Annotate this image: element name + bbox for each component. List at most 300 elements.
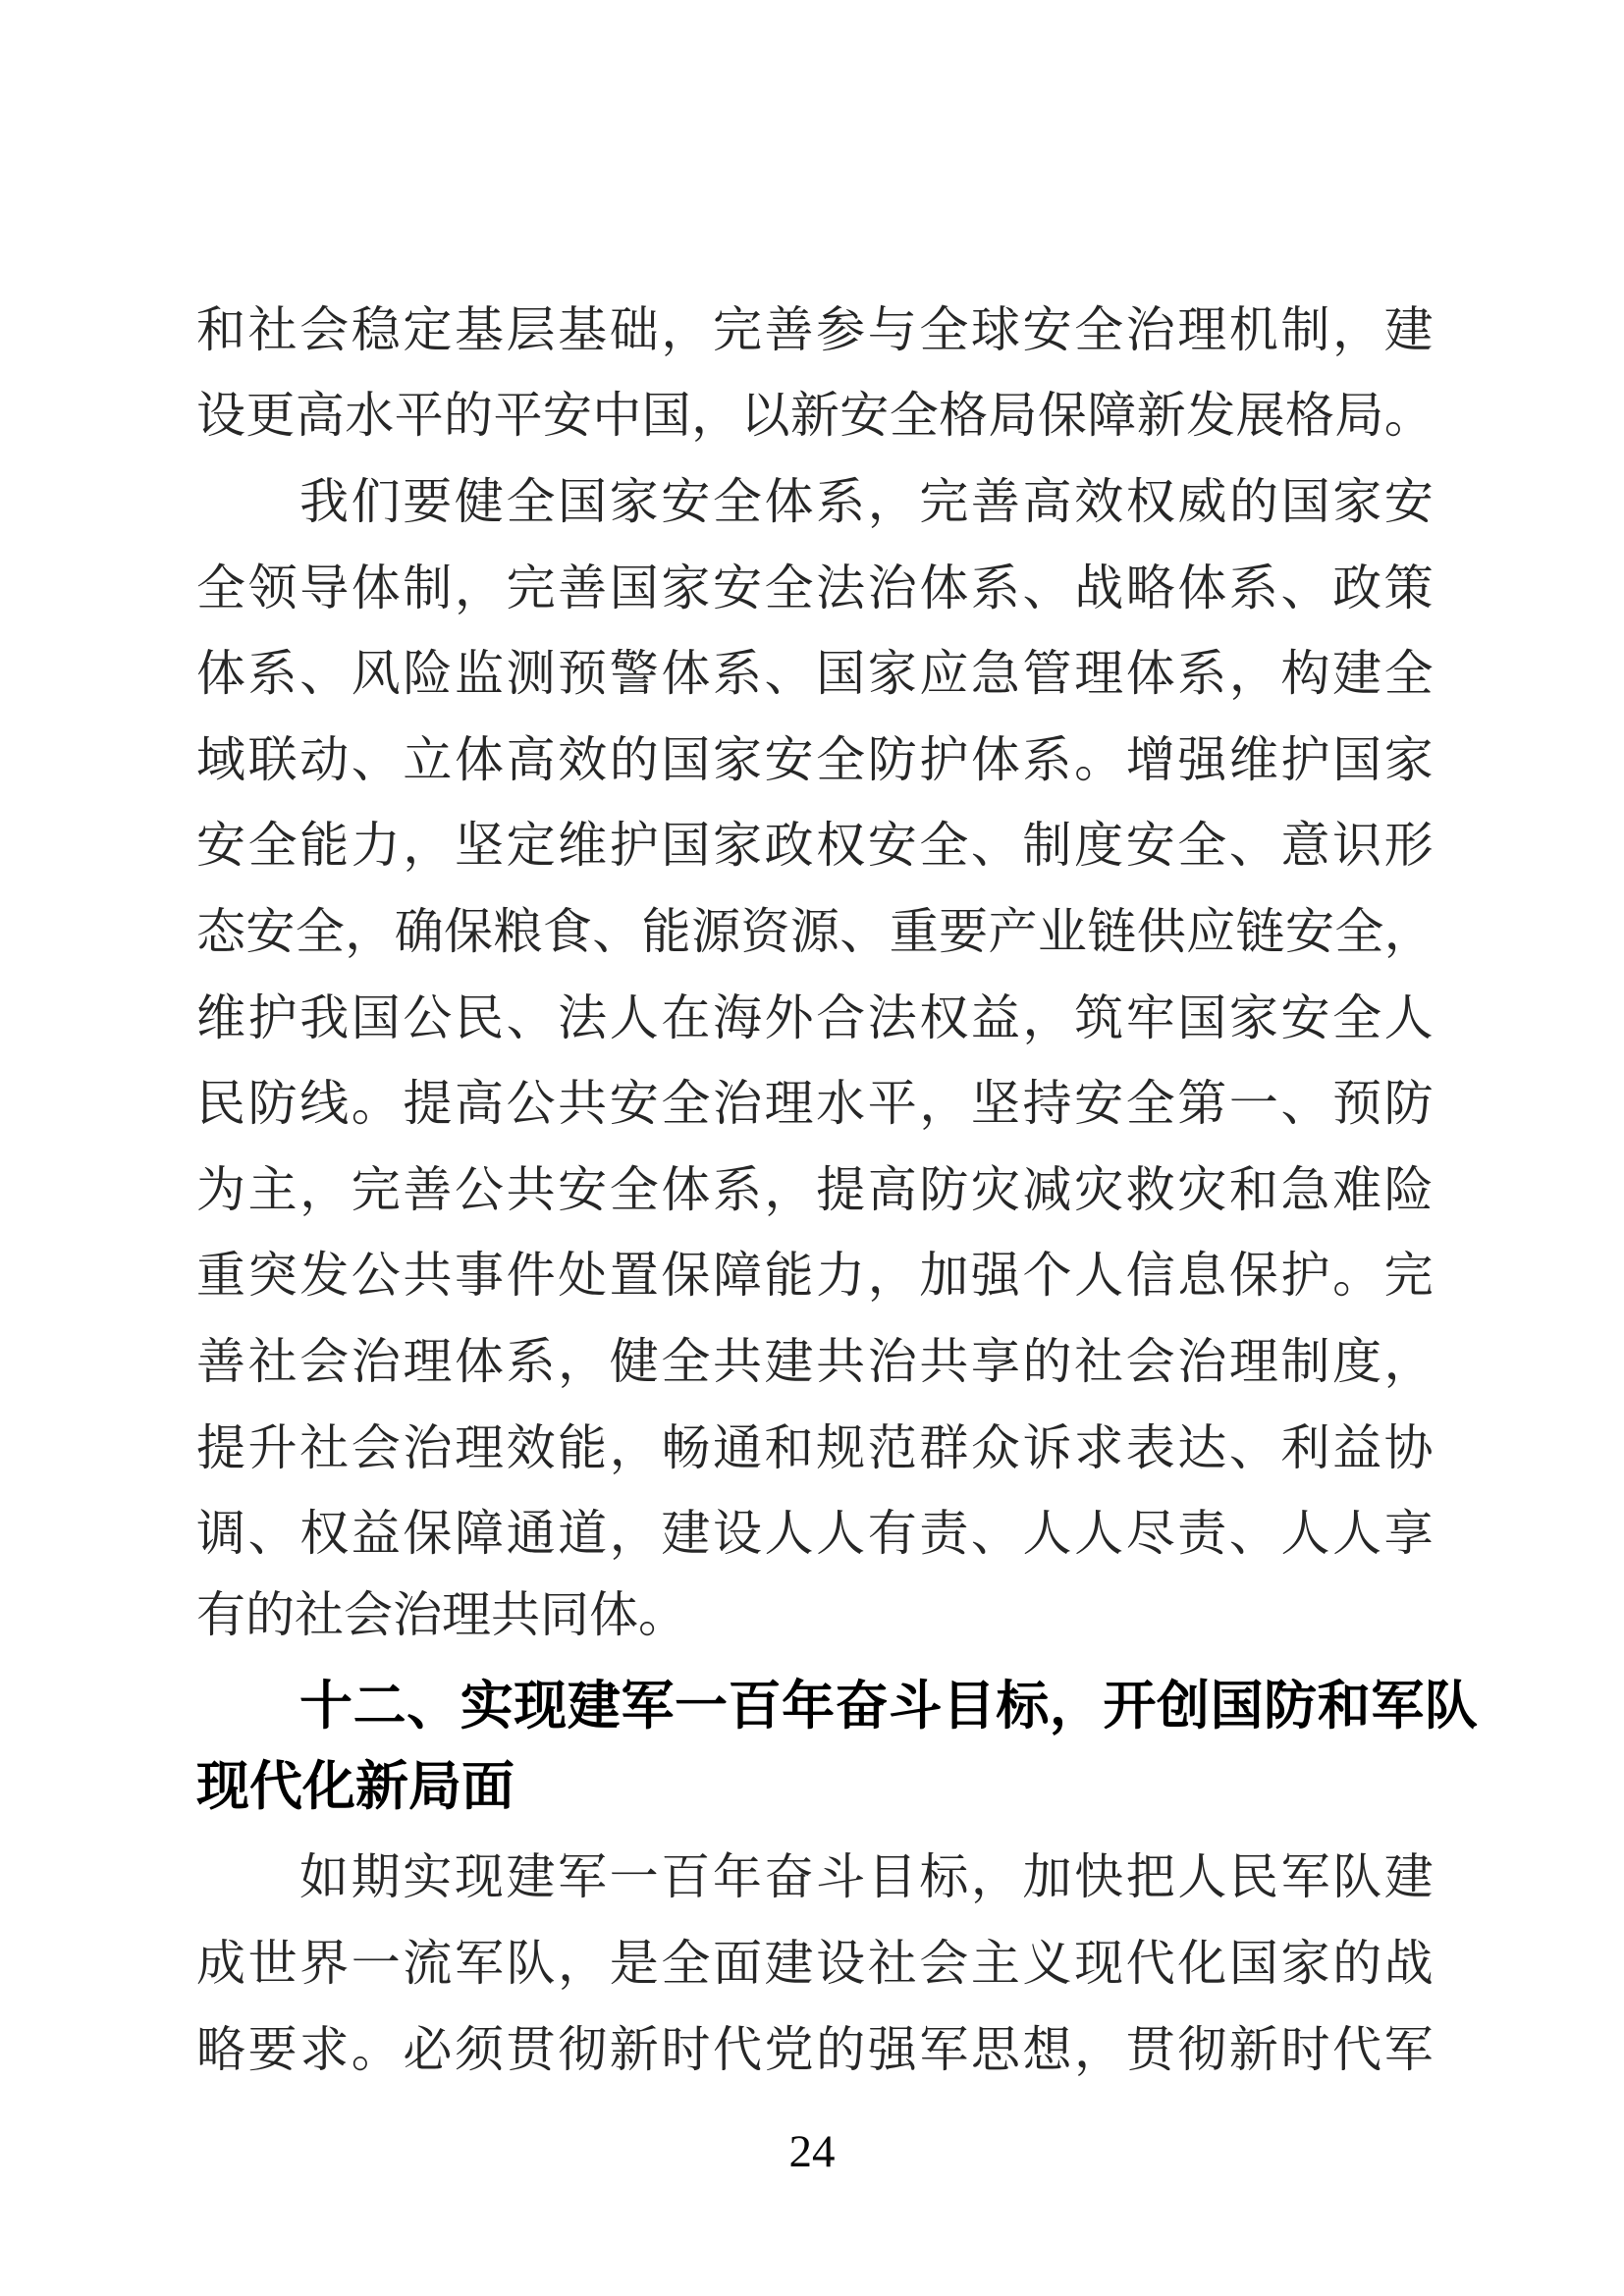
glyph: 效	[1074, 473, 1124, 529]
glyph: 奋	[764, 1849, 814, 1905]
glyph: 贯	[506, 2021, 556, 2077]
glyph: 二	[352, 1676, 406, 1735]
glyph: 、	[351, 731, 401, 787]
glyph: 提	[196, 1419, 245, 1475]
glyph: 。	[1383, 388, 1434, 444]
glyph: 防	[1383, 1076, 1434, 1132]
glyph: 调	[196, 1506, 245, 1562]
glyph: 全	[816, 731, 866, 787]
glyph: 共	[712, 1333, 762, 1389]
glyph: 权	[1125, 473, 1175, 529]
glyph: ，	[1074, 2021, 1124, 2077]
glyph: 的	[444, 388, 494, 444]
glyph: 健	[454, 473, 504, 529]
glyph: 社	[1074, 1333, 1124, 1389]
glyph: 定	[403, 301, 453, 357]
glyph: 治	[712, 1076, 762, 1132]
glyph: 监	[454, 646, 504, 702]
glyph: 安	[712, 560, 762, 615]
glyph: 制	[1022, 818, 1072, 874]
glyph: 善	[558, 560, 608, 615]
glyph: 个	[1022, 1248, 1072, 1304]
glyph: 化	[1177, 1936, 1227, 1992]
glyph: 件	[506, 1248, 556, 1304]
glyph: 管	[1022, 646, 1072, 702]
glyph: 全	[1177, 818, 1227, 874]
text-line	[196, 2002, 1434, 2089]
glyph: 维	[1228, 731, 1278, 787]
glyph: 全	[1125, 1076, 1175, 1132]
glyph: 治	[1125, 301, 1175, 357]
glyph: 安	[558, 1161, 608, 1217]
glyph: 提	[403, 1076, 453, 1132]
glyph: 海	[712, 989, 762, 1045]
glyph: 全	[506, 473, 556, 529]
glyph: 供	[1136, 903, 1186, 959]
glyph: 国	[558, 473, 608, 529]
glyph: 达	[1177, 1419, 1227, 1475]
glyph: 体	[454, 731, 504, 787]
glyph: 、	[1228, 1419, 1278, 1475]
glyph: 球	[970, 301, 1020, 357]
glyph: 国	[661, 818, 711, 874]
glyph: 人	[764, 1506, 814, 1562]
glyph: 动	[299, 731, 350, 787]
glyph: 人	[1383, 989, 1434, 1045]
glyph: 度	[1332, 1333, 1382, 1389]
glyph: 军	[621, 1676, 675, 1735]
glyph: 民	[454, 989, 504, 1045]
glyph: 国	[816, 646, 866, 702]
glyph: 思	[970, 2021, 1020, 2077]
text-line	[196, 1486, 1434, 1573]
glyph: 新	[789, 388, 839, 444]
text-line	[196, 1831, 1434, 1917]
glyph: 军	[1383, 2021, 1434, 2077]
glyph: 治	[403, 1419, 453, 1475]
glyph: 维	[196, 989, 245, 1045]
glyph: 国	[661, 731, 711, 787]
glyph: 完	[351, 1161, 401, 1217]
glyph: 完	[919, 473, 969, 529]
glyph: 社	[247, 301, 298, 357]
glyph: 的	[1228, 473, 1278, 529]
glyph: 战	[1383, 1936, 1434, 1992]
glyph: 障	[1087, 388, 1137, 444]
glyph: 威	[1177, 473, 1227, 529]
glyph: 全	[919, 301, 969, 357]
glyph: 家	[609, 473, 659, 529]
glyph: 快	[1074, 1849, 1124, 1905]
glyph: 加	[1022, 1849, 1072, 1905]
heading-line	[196, 1659, 1478, 1745]
glyph: 全	[609, 1161, 659, 1217]
text-line	[196, 541, 1434, 627]
glyph: 共	[506, 1161, 556, 1217]
glyph: 军	[919, 2021, 969, 2077]
glyph: 保	[403, 1506, 453, 1562]
glyph: 护	[919, 731, 969, 787]
glyph: 共	[919, 1333, 969, 1389]
glyph: 系	[1177, 646, 1227, 702]
glyph: 公	[351, 1248, 401, 1304]
glyph: 法	[816, 560, 866, 615]
glyph: 基	[558, 301, 608, 357]
glyph: 理	[1228, 1333, 1278, 1389]
glyph: 策	[1383, 560, 1434, 615]
glyph: 家	[661, 560, 711, 615]
glyph: 新	[1136, 388, 1186, 444]
glyph: 全	[919, 818, 969, 874]
glyph: 现	[514, 1676, 568, 1735]
glyph: 人	[1022, 1506, 1072, 1562]
glyph: 民	[1228, 1849, 1278, 1905]
glyph: 、	[764, 646, 814, 702]
glyph: 防	[1264, 1676, 1318, 1735]
glyph: 保	[444, 903, 494, 959]
glyph: 共	[558, 1076, 608, 1132]
glyph: 新	[1228, 2021, 1278, 2077]
glyph: 治	[867, 1333, 917, 1389]
glyph: 开	[1103, 1676, 1157, 1735]
glyph: 。	[351, 2021, 401, 2077]
glyph: 和	[764, 1419, 814, 1475]
glyph: 队	[1424, 1676, 1478, 1735]
glyph: 事	[454, 1248, 504, 1304]
glyph: 体	[919, 560, 969, 615]
glyph: 、	[1228, 818, 1278, 874]
glyph: 我	[299, 473, 349, 529]
glyph: 理	[454, 1419, 504, 1475]
glyph: 在	[661, 989, 711, 1045]
glyph: 处	[558, 1248, 608, 1304]
glyph: 会	[299, 1333, 350, 1389]
glyph: 坚	[970, 1076, 1020, 1132]
glyph: 、	[506, 989, 556, 1045]
glyph: 、	[1022, 560, 1072, 615]
text-line	[196, 454, 1434, 541]
glyph: 目	[942, 1676, 996, 1735]
glyph: ，	[919, 1076, 969, 1132]
glyph: 益	[970, 989, 1020, 1045]
glyph: 预	[1332, 1076, 1382, 1132]
glyph: 会	[351, 1419, 401, 1475]
glyph: 体	[454, 1333, 504, 1389]
glyph: 共	[816, 1333, 866, 1389]
glyph: 表	[1125, 1419, 1175, 1475]
text-line	[196, 369, 1434, 455]
glyph: 参	[816, 301, 866, 357]
glyph: 、	[970, 1506, 1020, 1562]
glyph: 理	[403, 1333, 453, 1389]
glyph: 体	[764, 473, 814, 529]
glyph: 确	[394, 903, 444, 959]
glyph: 人	[609, 989, 659, 1045]
glyph: 我	[299, 989, 350, 1045]
glyph: 灾	[1177, 1161, 1227, 1217]
glyph: 人	[1074, 1506, 1124, 1562]
glyph: 求	[1074, 1419, 1124, 1475]
glyph: 展	[1235, 388, 1285, 444]
glyph: 安	[661, 473, 711, 529]
glyph: 安	[1383, 473, 1434, 529]
glyph: ，	[1332, 301, 1382, 357]
glyph: 民	[196, 1076, 245, 1132]
glyph: ，	[691, 388, 741, 444]
glyph: 国	[1177, 989, 1227, 1045]
glyph: 要	[403, 473, 453, 529]
glyph: 防	[919, 1161, 969, 1217]
glyph: 全	[196, 560, 245, 615]
glyph: 护	[1280, 1248, 1330, 1304]
glyph: 制	[403, 560, 453, 615]
glyph: 公	[454, 1161, 504, 1217]
glyph: 社	[247, 1333, 298, 1389]
glyph: 一	[609, 1849, 659, 1905]
glyph: 有	[867, 1506, 917, 1562]
glyph: 保	[1037, 388, 1087, 444]
glyph: 合	[816, 989, 866, 1045]
glyph: 队	[1332, 1849, 1382, 1905]
glyph: 军	[558, 1849, 608, 1905]
glyph: 系	[1228, 560, 1278, 615]
glyph: ，	[558, 1333, 608, 1389]
glyph: 突	[247, 1248, 298, 1304]
glyph: 能	[558, 1419, 608, 1475]
glyph: 斗	[889, 1676, 943, 1735]
glyph: 增	[1125, 731, 1175, 787]
glyph: 善	[764, 301, 814, 357]
glyph: 目	[867, 1849, 917, 1905]
glyph: 、	[970, 818, 1020, 874]
glyph: 代	[1125, 1936, 1175, 1992]
glyph: 联	[247, 731, 298, 787]
glyph: 享	[970, 1333, 1020, 1389]
glyph: 奋	[835, 1676, 889, 1735]
glyph: 中	[592, 388, 642, 444]
glyph: 家	[1280, 1936, 1330, 1992]
glyph: 高	[295, 388, 345, 444]
glyph: ，	[764, 1161, 814, 1217]
glyph: 一	[1228, 1076, 1278, 1132]
glyph: 彻	[1177, 2021, 1227, 2077]
glyph: 格	[939, 388, 989, 444]
glyph: 安	[839, 388, 890, 444]
glyph: 食	[542, 903, 592, 959]
glyph: 态	[196, 903, 245, 959]
glyph: 持	[1022, 1076, 1072, 1132]
glyph: 护	[247, 989, 298, 1045]
glyph: ，	[661, 301, 711, 357]
glyph: 代	[1332, 2021, 1382, 2077]
glyph: 彻	[558, 2021, 608, 2077]
text-line	[196, 799, 1434, 885]
glyph: 系	[816, 473, 866, 529]
glyph: 体	[1177, 560, 1227, 615]
glyph: 体	[970, 731, 1020, 787]
glyph: 高	[506, 731, 556, 787]
glyph: 会	[299, 301, 350, 357]
glyph: 稳	[351, 301, 401, 357]
glyph: 安	[196, 818, 245, 874]
text-line: 有的社会治理共同体。	[196, 1586, 687, 1642]
glyph: ，	[345, 903, 395, 959]
glyph: 灾	[1074, 1161, 1124, 1217]
glyph: 机	[1228, 301, 1278, 357]
text-block	[196, 283, 1478, 2088]
glyph: 略	[196, 2021, 245, 2077]
glyph: 制	[1280, 1333, 1330, 1389]
glyph: 益	[351, 1506, 401, 1562]
glyph: 理	[1177, 301, 1227, 357]
glyph: 制	[1280, 301, 1330, 357]
glyph: 党	[764, 2021, 814, 2077]
glyph: 国	[641, 388, 691, 444]
glyph: 和	[1228, 1161, 1278, 1217]
glyph: 协	[1383, 1419, 1434, 1475]
glyph: 群	[919, 1419, 969, 1475]
glyph: 系	[712, 1161, 762, 1217]
glyph: 家	[1383, 731, 1434, 787]
glyph: 的	[816, 2021, 866, 2077]
glyph: 高	[867, 1161, 917, 1217]
glyph: 时	[661, 2021, 711, 2077]
glyph: 政	[1332, 560, 1382, 615]
glyph: 、	[406, 1676, 460, 1735]
glyph: 高	[1022, 473, 1072, 529]
glyph: 线	[299, 1076, 350, 1132]
glyph: 、	[1228, 1506, 1278, 1562]
glyph: 高	[454, 1076, 504, 1132]
glyph: 全	[1383, 646, 1434, 702]
glyph: 系	[712, 646, 762, 702]
glyph: 防	[247, 1076, 298, 1132]
glyph: 系	[1022, 731, 1072, 787]
glyph: 筑	[1074, 989, 1124, 1045]
glyph: 力	[816, 1248, 866, 1304]
glyph: 础	[609, 301, 659, 357]
glyph: 全	[247, 818, 298, 874]
glyph: 公	[403, 989, 453, 1045]
glyph: 队	[506, 1936, 556, 1992]
glyph: 安	[1280, 989, 1330, 1045]
glyph: 产	[988, 903, 1038, 959]
glyph: 、	[592, 903, 642, 959]
glyph: 责	[919, 1506, 969, 1562]
glyph: 的	[609, 731, 659, 787]
glyph: 减	[1022, 1161, 1072, 1217]
glyph: 安	[609, 1076, 659, 1132]
glyph: 国	[1332, 731, 1382, 787]
glyph: 家	[712, 731, 762, 787]
glyph: 斗	[816, 1849, 866, 1905]
glyph: 会	[919, 1936, 969, 1992]
glyph: 战	[1074, 560, 1124, 615]
glyph: 平	[493, 388, 543, 444]
glyph: 全	[712, 473, 762, 529]
text-line	[196, 1401, 1434, 1487]
glyph: 国	[1280, 473, 1330, 529]
glyph: 年	[712, 1849, 762, 1905]
glyph: 人	[1280, 1506, 1330, 1562]
glyph: 实	[403, 1849, 453, 1905]
glyph: 益	[1332, 1419, 1382, 1475]
glyph: 系	[247, 646, 298, 702]
glyph: 水	[816, 1076, 866, 1132]
glyph: 定	[506, 818, 556, 874]
glyph: 义	[1022, 1936, 1072, 1992]
glyph: 息	[1177, 1248, 1227, 1304]
glyph: 体	[661, 646, 711, 702]
glyph: 救	[1125, 1161, 1175, 1217]
glyph: 安	[867, 818, 917, 874]
glyph: ，	[1049, 1676, 1103, 1735]
glyph: 信	[1125, 1248, 1175, 1304]
glyph: 水	[345, 388, 395, 444]
glyph: 军	[454, 1936, 504, 1992]
glyph: 完	[1383, 1248, 1434, 1304]
glyph: 局	[988, 388, 1038, 444]
glyph: 共	[403, 1248, 453, 1304]
glyph: 为	[196, 1161, 245, 1217]
glyph: 一	[674, 1676, 728, 1735]
glyph: 年	[782, 1676, 836, 1735]
glyph: 通	[712, 1419, 762, 1475]
glyph: 防	[867, 731, 917, 787]
glyph: 保	[661, 1248, 711, 1304]
glyph: 尽	[1125, 1506, 1175, 1562]
glyph: 设	[712, 1506, 762, 1562]
glyph: ，	[454, 560, 504, 615]
glyph: 坚	[454, 818, 504, 874]
glyph: 识	[1332, 818, 1382, 874]
glyph: 第	[1177, 1076, 1227, 1132]
glyph: 强	[867, 2021, 917, 2077]
glyph: 加	[919, 1248, 969, 1304]
glyph: 世	[247, 1936, 298, 1992]
glyph: 风	[351, 646, 401, 702]
glyph: 的	[1022, 1333, 1072, 1389]
glyph: 、	[247, 1506, 298, 1562]
glyph: 体	[351, 560, 401, 615]
glyph: 建	[764, 1333, 814, 1389]
glyph: 能	[299, 818, 350, 874]
glyph: 实	[460, 1676, 514, 1735]
glyph: 力	[351, 818, 401, 874]
glyph: 和	[1317, 1676, 1371, 1735]
glyph: 领	[247, 560, 298, 615]
glyph: 建	[1383, 1849, 1434, 1905]
glyph: 规	[816, 1419, 866, 1475]
glyph: 代	[712, 2021, 762, 2077]
glyph: 诉	[1022, 1419, 1072, 1475]
glyph: 法	[558, 989, 608, 1045]
glyph: ，	[867, 1248, 917, 1304]
glyph: 急	[970, 646, 1020, 702]
glyph: ，	[609, 1419, 659, 1475]
glyph: 强	[970, 1248, 1020, 1304]
glyph: 健	[609, 1333, 659, 1389]
glyph: 外	[764, 989, 814, 1045]
glyph: 急	[1280, 1161, 1330, 1217]
glyph: 人	[1177, 1849, 1227, 1905]
glyph: 利	[1280, 1419, 1330, 1475]
glyph: 平	[394, 388, 444, 444]
text-line	[196, 1143, 1434, 1229]
glyph: 成	[196, 1936, 245, 1992]
glyph: 提	[816, 1161, 866, 1217]
glyph: 须	[454, 2021, 504, 2077]
